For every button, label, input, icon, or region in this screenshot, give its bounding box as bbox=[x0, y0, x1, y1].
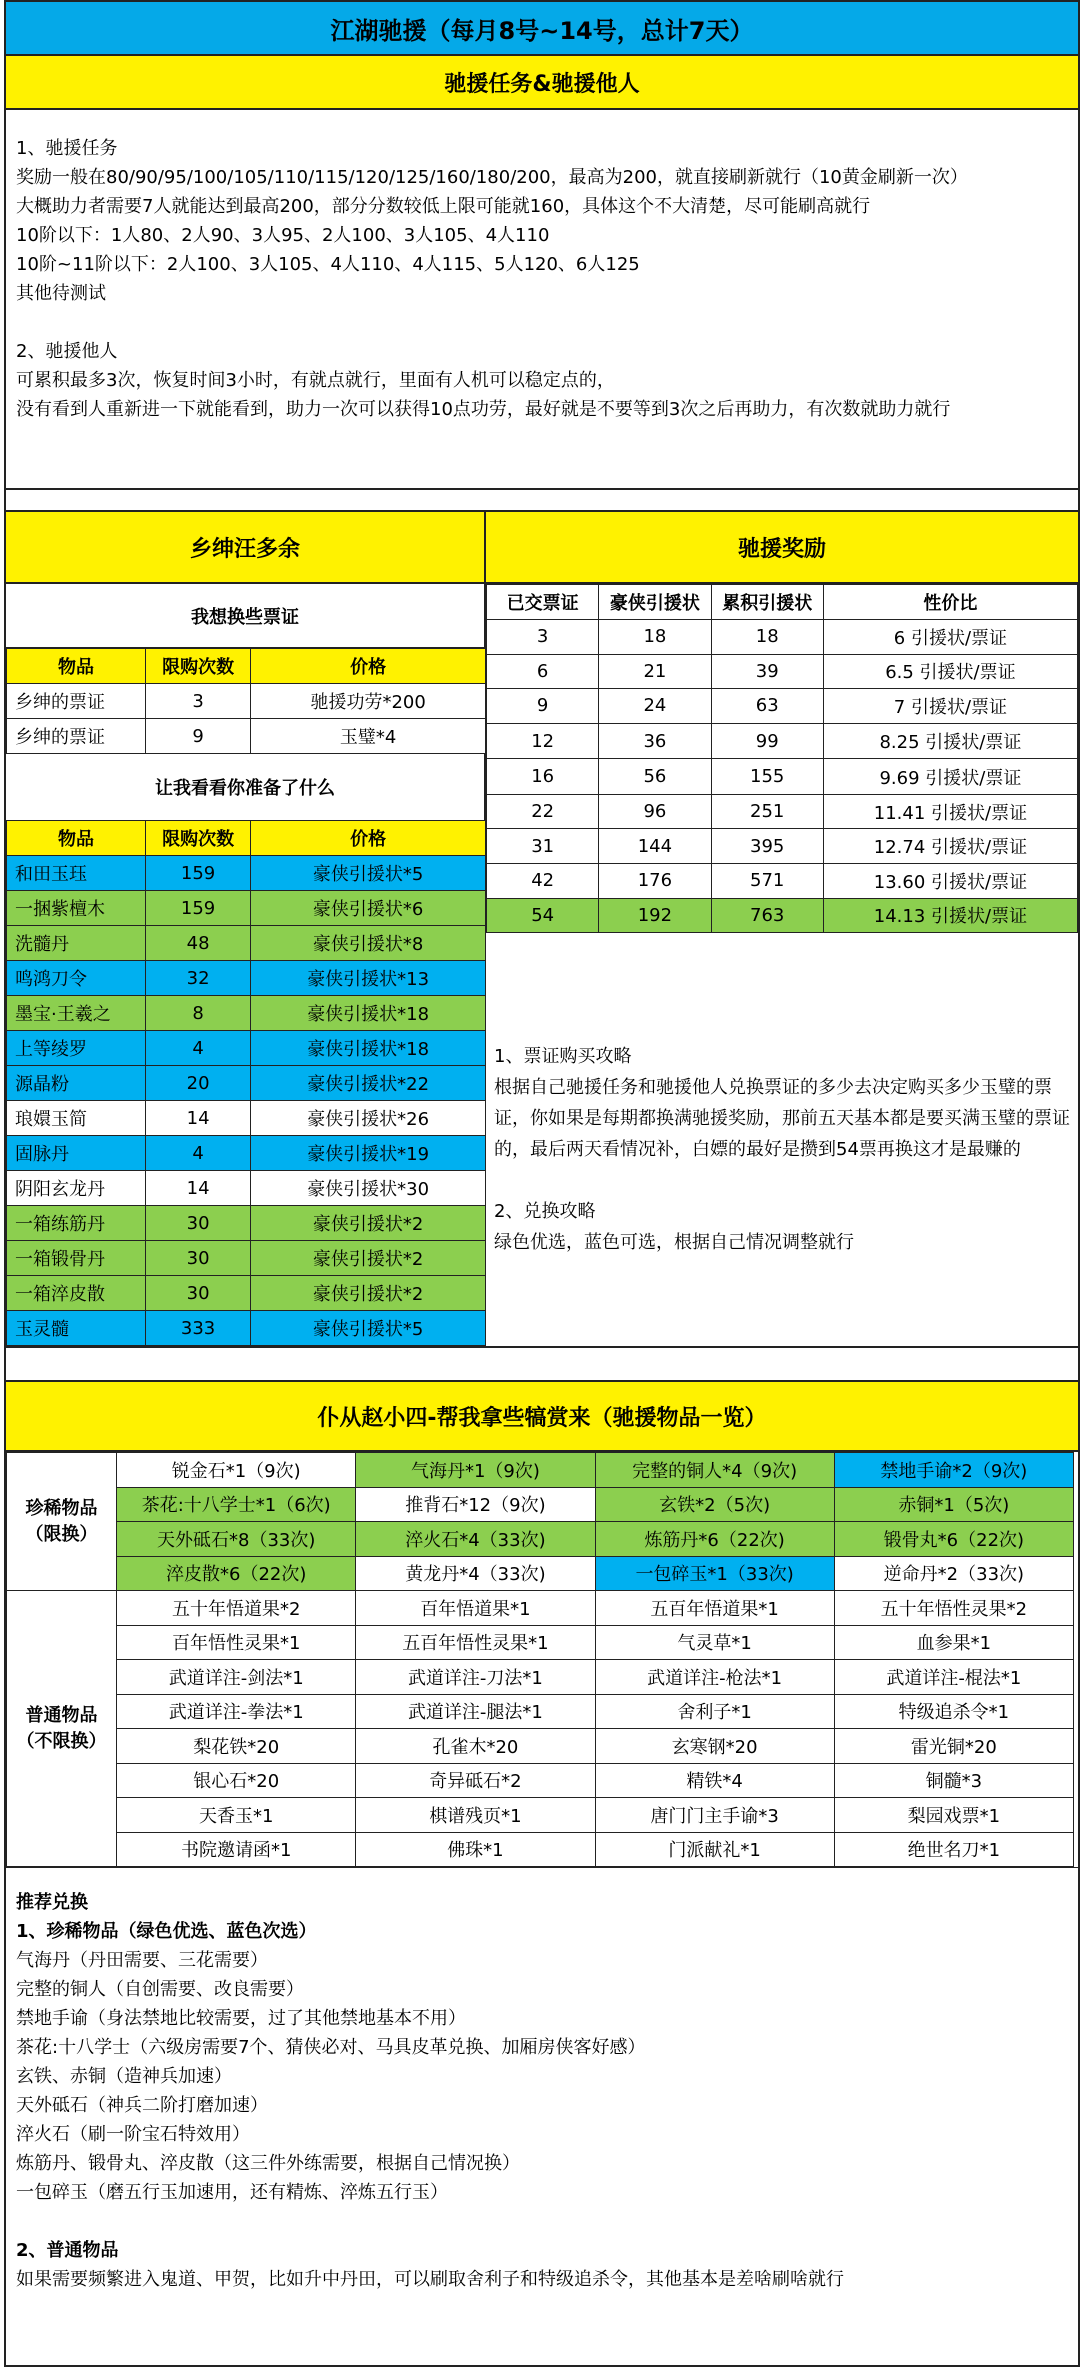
shop2-cell: 14 bbox=[145, 1171, 250, 1206]
shop2-row bbox=[7, 1206, 486, 1241]
reward-row bbox=[487, 759, 1078, 795]
reward-cell: 24 bbox=[599, 689, 711, 724]
rare-item: 一包碎玉*1（33次) bbox=[595, 1556, 834, 1591]
normal-item: 五百年悟道果*1 bbox=[595, 1591, 834, 1626]
intro-line bbox=[16, 308, 1068, 337]
reward-header-cell: 性价比 bbox=[823, 585, 1077, 620]
rare-row bbox=[7, 1453, 1074, 1488]
shop2-cell: 48 bbox=[145, 926, 250, 961]
shop-header-row bbox=[7, 821, 486, 856]
shop2-cell: 鸣鸿刀令 bbox=[7, 961, 146, 996]
strategy-line bbox=[494, 1165, 1070, 1196]
items-table bbox=[6, 1452, 1074, 1867]
reward-cell: 7 引援状/票证 bbox=[823, 689, 1077, 724]
recommend-line: 如果需要频繁进入鬼道、甲贺，比如升中丹田，可以刷取舍利子和特级追杀令，其他基本是差啥刷啥就行 bbox=[16, 2269, 844, 2290]
shop-header-cell: 物品 bbox=[7, 821, 146, 856]
category-label-line: （不限换） bbox=[16, 1730, 107, 1752]
normal-item: 门派献礼*1 bbox=[595, 1832, 834, 1867]
reward-cell: 63 bbox=[711, 689, 823, 724]
right-title: 驰援奖励 bbox=[486, 512, 1078, 584]
left-title: 乡绅汪多余 bbox=[6, 512, 486, 584]
shop2-cell: 豪侠引援状*6 bbox=[251, 891, 486, 926]
rare-item: 锻骨丸*6（22次) bbox=[834, 1522, 1073, 1557]
shop2-cell: 豪侠引援状*2 bbox=[251, 1241, 486, 1276]
reward-header-cell: 已交票证 bbox=[487, 585, 599, 620]
normal-item: 绝世名刀*1 bbox=[834, 1832, 1073, 1867]
normal-row bbox=[7, 1798, 1074, 1833]
recommend-line: 推荐兑换 bbox=[16, 1892, 88, 1913]
category-label bbox=[7, 1591, 117, 1867]
shop2-cell: 159 bbox=[145, 856, 250, 891]
shop2-cell: 豪侠引援状*30 bbox=[251, 1171, 486, 1206]
rare-item: 推背石*12（9次) bbox=[356, 1487, 595, 1522]
normal-item: 百年悟道果*1 bbox=[356, 1591, 595, 1626]
reward-row bbox=[487, 654, 1078, 689]
reward-cell: 11.41 引援状/票证 bbox=[823, 794, 1077, 829]
spacer bbox=[6, 490, 1078, 512]
reward-cell: 21 bbox=[599, 654, 711, 689]
strategy-line: 根据自己驰援任务和驰援他人兑换票证的多少去决定购买多少玉璧的票证，你如果是每期都换满驰援奖励，那前五天基本都是要买满玉璧的票证的，最后两天看情况补，白嫖的最好是攒到54票再换这才是最赚的 bbox=[494, 1077, 1070, 1161]
reward-header-cell: 累积引援状 bbox=[711, 585, 823, 620]
normal-item: 佛珠*1 bbox=[356, 1832, 595, 1867]
shop-header-cell: 价格 bbox=[251, 649, 486, 684]
shop2-cell: 豪侠引援状*13 bbox=[251, 961, 486, 996]
intro-line: 没有看到人重新进一下就能看到，助力一次可以获得10点功劳，最好就是不要等到3次之后再助力，有次数就助力就行 bbox=[16, 399, 951, 420]
normal-item: 舍利子*1 bbox=[595, 1694, 834, 1729]
shop2-cell: 20 bbox=[145, 1066, 250, 1101]
shop2-row bbox=[7, 856, 486, 891]
reward-cell: 99 bbox=[711, 723, 823, 759]
recommend-text bbox=[16, 1888, 1068, 2294]
shop1-cell: 乡绅的票证 bbox=[7, 719, 146, 754]
rare-item: 锐金石*1（9次) bbox=[117, 1453, 356, 1488]
shop2-cell: 墨宝·王羲之 bbox=[7, 996, 146, 1031]
reward-cell: 13.60 引援状/票证 bbox=[823, 863, 1077, 898]
reward-cell: 763 bbox=[711, 898, 823, 933]
intro-line: 2、驰援他人 bbox=[16, 341, 118, 362]
shop1-cell: 9 bbox=[145, 719, 250, 754]
intro-line: 大概助力者需要7人就能达到最高200，部分分数较低上限可能就160，具体这个不大清楚，尽可能刷高就行 bbox=[16, 196, 871, 217]
normal-row bbox=[7, 1763, 1074, 1798]
shop2-row bbox=[7, 1276, 486, 1311]
reward-cell: 54 bbox=[487, 898, 599, 933]
reward-row bbox=[487, 898, 1078, 933]
reward-cell: 9.69 引援状/票证 bbox=[823, 759, 1077, 795]
shop2-row bbox=[7, 961, 486, 996]
shop2-cell: 洗髓丹 bbox=[7, 926, 146, 961]
shop1-cell: 3 bbox=[145, 684, 250, 719]
shop2-cell: 159 bbox=[145, 891, 250, 926]
main-title: 江湖驰援（每月8号~14号，总计7天） bbox=[6, 0, 1078, 56]
shop2-cell: 上等绫罗 bbox=[7, 1031, 146, 1066]
reward-cell: 6 bbox=[487, 654, 599, 689]
shop2-cell: 14 bbox=[145, 1101, 250, 1136]
reward-table bbox=[486, 584, 1078, 933]
reward-cell: 96 bbox=[599, 794, 711, 829]
normal-item: 银心石*20 bbox=[117, 1763, 356, 1798]
reward-cell: 192 bbox=[599, 898, 711, 933]
normal-item: 武道详注-棍法*1 bbox=[834, 1660, 1073, 1695]
reward-cell: 6.5 引援状/票证 bbox=[823, 654, 1077, 689]
reward-cell: 12.74 引援状/票证 bbox=[823, 829, 1077, 864]
recommend-line: 1、珍稀物品（绿色优选、蓝色次选） bbox=[16, 1921, 317, 1942]
strategy-line: 绿色优选，蓝色可选，根据自己情况调整就行 bbox=[494, 1232, 854, 1254]
intro-line: 奖励一般在80/90/95/100/105/110/115/120/125/160/180/200，最高为200，就直接刷新就行（10黄金刷新一次） bbox=[16, 167, 968, 188]
shop2-row bbox=[7, 891, 486, 926]
reward-cell: 22 bbox=[487, 794, 599, 829]
normal-item: 铜髓*3 bbox=[834, 1763, 1073, 1798]
recommend-line: 炼筋丹、锻骨丸、淬皮散（这三件外练需要，根据自己情况换） bbox=[16, 2153, 520, 2174]
shop2-cell: 豪侠引援状*18 bbox=[251, 996, 486, 1031]
reward-row bbox=[487, 723, 1078, 759]
normal-item: 奇异砥石*2 bbox=[356, 1763, 595, 1798]
recommend-line: 淬火石（刷一阶宝石特效用） bbox=[16, 2124, 250, 2145]
shop2-cell: 豪侠引援状*22 bbox=[251, 1066, 486, 1101]
shop-header-row bbox=[7, 649, 486, 684]
reward-cell: 12 bbox=[487, 723, 599, 759]
shop2-row bbox=[7, 1136, 486, 1171]
normal-row bbox=[7, 1694, 1074, 1729]
normal-item: 雷光铜*20 bbox=[834, 1729, 1073, 1764]
recommend-block bbox=[6, 1867, 1078, 2367]
normal-item: 特级追杀令*1 bbox=[834, 1694, 1073, 1729]
shop2-row bbox=[7, 1101, 486, 1136]
reward-row bbox=[487, 863, 1078, 898]
intro-block bbox=[6, 110, 1078, 490]
recommend-line: 天外砥石（神兵二阶打磨加速） bbox=[16, 2095, 268, 2116]
shop2-table bbox=[6, 820, 486, 1346]
category-label-line: （限换） bbox=[25, 1523, 98, 1545]
reward-cell: 571 bbox=[711, 863, 823, 898]
shop2-cell: 琅嬛玉简 bbox=[7, 1101, 146, 1136]
rare-row bbox=[7, 1522, 1074, 1557]
intro-line: 10阶以下：1人80、2人90、3人95、2人100、3人105、4人110 bbox=[16, 225, 550, 246]
normal-item: 天香玉*1 bbox=[117, 1798, 356, 1833]
rare-item: 气海丹*1（9次) bbox=[356, 1453, 595, 1488]
reward-cell: 42 bbox=[487, 863, 599, 898]
normal-item: 百年悟性灵果*1 bbox=[117, 1625, 356, 1660]
sheet bbox=[4, 0, 1080, 2367]
reward-cell: 39 bbox=[711, 654, 823, 689]
normal-row bbox=[7, 1660, 1074, 1695]
intro-text bbox=[16, 134, 1068, 424]
normal-item: 气灵草*1 bbox=[595, 1625, 834, 1660]
normal-item: 五百年悟性灵果*1 bbox=[356, 1625, 595, 1660]
shop1-row bbox=[7, 719, 486, 754]
shop-header-cell: 限购次数 bbox=[145, 821, 250, 856]
shop2-cell: 30 bbox=[145, 1241, 250, 1276]
category-label-line: 普通物品 bbox=[25, 1704, 98, 1726]
reward-cell: 14.13 引援状/票证 bbox=[823, 898, 1077, 933]
normal-item: 孔雀木*20 bbox=[356, 1729, 595, 1764]
shop2-row bbox=[7, 1171, 486, 1206]
section-title: 驰援任务&驰援他人 bbox=[6, 56, 1078, 110]
shop2-cell: 豪侠引援状*8 bbox=[251, 926, 486, 961]
shop2-cell: 豪侠引援状*26 bbox=[251, 1101, 486, 1136]
rare-row bbox=[7, 1556, 1074, 1591]
recommend-line: 玄铁、赤铜（造神兵加速） bbox=[16, 2066, 232, 2087]
rare-item: 黄龙丹*4（33次) bbox=[356, 1556, 595, 1591]
normal-item: 武道详注-剑法*1 bbox=[117, 1660, 356, 1695]
reward-header-row bbox=[487, 585, 1078, 620]
reward-cell: 155 bbox=[711, 759, 823, 795]
reward-row bbox=[487, 794, 1078, 829]
shop1-title: 我想换些票证 bbox=[6, 584, 486, 648]
recommend-line: 气海丹（丹田需要、三花需要） bbox=[16, 1950, 268, 1971]
reward-cell: 395 bbox=[711, 829, 823, 864]
reward-row bbox=[487, 620, 1078, 655]
shop2-row bbox=[7, 926, 486, 961]
reward-cell: 36 bbox=[599, 723, 711, 759]
reward-cell: 3 bbox=[487, 620, 599, 655]
recommend-line: 2、普通物品 bbox=[16, 2240, 119, 2261]
reward-cell: 56 bbox=[599, 759, 711, 795]
reward-row bbox=[487, 829, 1078, 864]
shop2-row bbox=[7, 1241, 486, 1276]
right-column bbox=[486, 512, 1078, 1346]
rare-item: 完整的铜人*4（9次) bbox=[595, 1453, 834, 1488]
spacer bbox=[6, 1346, 1078, 1382]
shop2-cell: 豪侠引援状*2 bbox=[251, 1206, 486, 1241]
rare-item: 淬皮散*6（22次) bbox=[117, 1556, 356, 1591]
shop2-cell: 30 bbox=[145, 1276, 250, 1311]
normal-item: 五十年悟性灵果*2 bbox=[834, 1591, 1073, 1626]
reward-cell: 8.25 引援状/票证 bbox=[823, 723, 1077, 759]
strategy-line: 1、票证购买攻略 bbox=[494, 1046, 632, 1068]
left-column bbox=[6, 512, 486, 1346]
intro-line: 其他待测试 bbox=[16, 283, 106, 304]
shop2-cell: 豪侠引援状*5 bbox=[251, 856, 486, 891]
intro-line: 可累积最多3次，恢复时间3小时，有就点就行，里面有人机可以稳定点的， bbox=[16, 370, 615, 391]
shop2-cell: 32 bbox=[145, 961, 250, 996]
items-title: 仆从赵小四-帮我拿些犒赏来（驰援物品一览） bbox=[6, 1382, 1078, 1452]
shop2-title: 让我看看你准备了什么 bbox=[6, 754, 486, 820]
reward-cell: 6 引援状/票证 bbox=[823, 620, 1077, 655]
normal-item: 梨园戏票*1 bbox=[834, 1798, 1073, 1833]
reward-cell: 251 bbox=[711, 794, 823, 829]
normal-row bbox=[7, 1591, 1074, 1626]
recommend-line: 一包碎玉（磨五行玉加速用，还有精炼、淬炼五行玉） bbox=[16, 2182, 448, 2203]
shop2-row bbox=[7, 1066, 486, 1101]
shop-header-cell: 价格 bbox=[251, 821, 486, 856]
shop1-cell: 驰援功劳*200 bbox=[251, 684, 486, 719]
normal-row bbox=[7, 1625, 1074, 1660]
normal-row bbox=[7, 1832, 1074, 1867]
shop-header-cell: 限购次数 bbox=[145, 649, 250, 684]
rare-item: 赤铜*1（5次) bbox=[834, 1487, 1073, 1522]
shop2-cell: 8 bbox=[145, 996, 250, 1031]
intro-line: 10阶~11阶以下：2人100、3人105、4人110、4人115、5人120、6人125 bbox=[16, 254, 640, 275]
recommend-line: 完整的铜人（自创需要、改良需要） bbox=[16, 1979, 304, 2000]
shop2-cell: 固脉丹 bbox=[7, 1136, 146, 1171]
recommend-line: 茶花:十八学士（六级房需要7个、猜侠必对、马具皮革兑换、加厢房侠客好感） bbox=[16, 2037, 646, 2058]
strategy-text bbox=[486, 933, 1078, 1258]
shop2-cell: 一箱淬皮散 bbox=[7, 1276, 146, 1311]
reward-cell: 18 bbox=[711, 620, 823, 655]
shop2-cell: 4 bbox=[145, 1031, 250, 1066]
normal-item: 武道详注-刀法*1 bbox=[356, 1660, 595, 1695]
shop2-row bbox=[7, 1311, 486, 1346]
normal-item: 书院邀请函*1 bbox=[117, 1832, 356, 1867]
normal-item: 五十年悟道果*2 bbox=[117, 1591, 356, 1626]
shop2-cell: 4 bbox=[145, 1136, 250, 1171]
intro-line: 1、驰援任务 bbox=[16, 138, 118, 159]
shop2-row bbox=[7, 1031, 486, 1066]
rare-item: 禁地手谕*2（9次) bbox=[834, 1453, 1073, 1488]
reward-cell: 31 bbox=[487, 829, 599, 864]
exchange-section bbox=[6, 512, 1078, 1346]
reward-row bbox=[487, 689, 1078, 724]
reward-cell: 144 bbox=[599, 829, 711, 864]
rare-item: 玄铁*2（5次) bbox=[595, 1487, 834, 1522]
normal-item: 精铁*4 bbox=[595, 1763, 834, 1798]
category-label bbox=[7, 1453, 117, 1591]
reward-cell: 176 bbox=[599, 863, 711, 898]
recommend-line bbox=[16, 2207, 1068, 2236]
shop2-cell: 一捆紫檀木 bbox=[7, 891, 146, 926]
shop2-cell: 豪侠引援状*2 bbox=[251, 1276, 486, 1311]
reward-cell: 9 bbox=[487, 689, 599, 724]
reward-header-cell: 豪侠引援状 bbox=[599, 585, 711, 620]
shop2-cell: 阴阳玄龙丹 bbox=[7, 1171, 146, 1206]
shop1-table bbox=[6, 648, 486, 754]
shop-header-cell: 物品 bbox=[7, 649, 146, 684]
shop2-cell: 源晶粉 bbox=[7, 1066, 146, 1101]
normal-item: 玄寒钢*20 bbox=[595, 1729, 834, 1764]
reward-cell: 18 bbox=[599, 620, 711, 655]
rare-item: 淬火石*4（33次) bbox=[356, 1522, 595, 1557]
normal-row bbox=[7, 1729, 1074, 1764]
shop1-cell: 玉璧*4 bbox=[251, 719, 486, 754]
shop2-cell: 玉灵髓 bbox=[7, 1311, 146, 1346]
strategy-line: 2、兑换攻略 bbox=[494, 1201, 596, 1223]
shop2-cell: 30 bbox=[145, 1206, 250, 1241]
normal-item: 血参果*1 bbox=[834, 1625, 1073, 1660]
normal-item: 武道详注-腿法*1 bbox=[356, 1694, 595, 1729]
rare-item: 逆命丹*2（33次) bbox=[834, 1556, 1073, 1591]
shop2-cell: 豪侠引援状*5 bbox=[251, 1311, 486, 1346]
shop2-cell: 一箱锻骨丹 bbox=[7, 1241, 146, 1276]
normal-item: 武道详注-拳法*1 bbox=[117, 1694, 356, 1729]
reward-cell: 16 bbox=[487, 759, 599, 795]
shop2-cell: 豪侠引援状*18 bbox=[251, 1031, 486, 1066]
shop1-cell: 乡绅的票证 bbox=[7, 684, 146, 719]
recommend-line: 禁地手谕（身法禁地比较需要，过了其他禁地基本不用） bbox=[16, 2008, 466, 2029]
shop2-cell: 豪侠引援状*19 bbox=[251, 1136, 486, 1171]
normal-item: 梨花铁*20 bbox=[117, 1729, 356, 1764]
rare-item: 天外砥石*8（33次) bbox=[117, 1522, 356, 1557]
shop1-row bbox=[7, 684, 486, 719]
rare-row bbox=[7, 1487, 1074, 1522]
rare-item: 炼筋丹*6（22次) bbox=[595, 1522, 834, 1557]
category-label-line: 珍稀物品 bbox=[25, 1497, 98, 1519]
shop2-cell: 和田玉珏 bbox=[7, 856, 146, 891]
normal-item: 武道详注-枪法*1 bbox=[595, 1660, 834, 1695]
shop2-cell: 一箱练筋丹 bbox=[7, 1206, 146, 1241]
rare-item: 茶花:十八学士*1（6次) bbox=[117, 1487, 356, 1522]
shop2-row bbox=[7, 996, 486, 1031]
normal-item: 棋谱残页*1 bbox=[356, 1798, 595, 1833]
shop2-cell: 333 bbox=[145, 1311, 250, 1346]
normal-item: 唐门门主手谕*3 bbox=[595, 1798, 834, 1833]
